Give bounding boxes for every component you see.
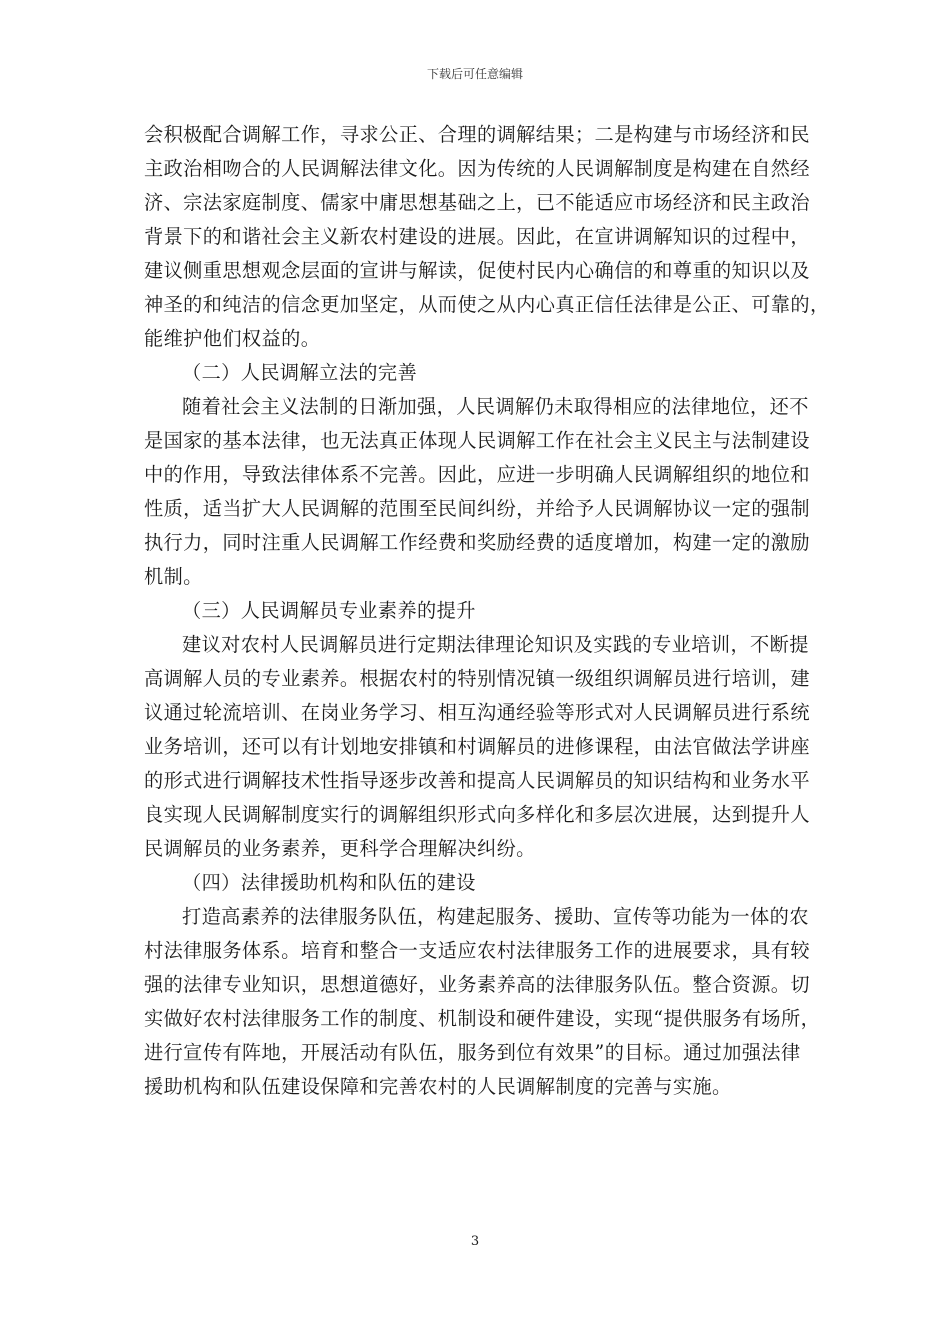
paragraph-line: 业务培训，还可以有计划地安排镇和村调解员的进修课程，由法官做法学讲座 [144,735,810,758]
paragraph-line: 神圣的和纯洁的信念更加坚定，从而使之从内心真正信任法律是公正、可靠的， [144,293,830,316]
paragraph-line: 执行力，同时注重人民调解工作经费和奖励经费的适度增加，构建一定的激励 [144,531,810,554]
page-number: 3 [470,1234,480,1249]
paragraph-line: 济、宗法家庭制度、儒家中庸思想基础之上，已不能适应市场经济和民主政治 [144,191,810,214]
paragraph-line: 机制。 [144,565,203,588]
paragraph-line: 建议侧重思想观念层面的宣讲与解读，促使村民内心确信的和尊重的知识以及 [144,259,810,282]
paragraph-line: 中的作用，导致法律体系不完善。因此，应进一步明确人民调解组织的地位和 [144,463,810,486]
document-body [144,118,830,1104]
paragraph-line: 是国家的基本法律，也无法真正体现人民调解工作在社会主义民主与法制建设 [144,429,810,452]
paragraph-line: 能维护他们权益的。 [144,327,321,350]
paragraph-line: 会积极配合调解工作，寻求公正、合理的调解结果；二是构建与市场经济和民 [144,123,810,146]
paragraph-line: 民调解员的业务素养，更科学合理解决纠纷。 [144,837,536,860]
paragraph-line: 实做好农村法律服务工作的制度、机制设和硬件建设，实现“提供服务有场所， [144,1007,821,1030]
paragraph-line: 议通过轮流培训、在岗业务学习、相互沟通经验等形式对人民调解员进行系统 [144,701,810,724]
paragraph-line: 强的法律专业知识，思想道德好，业务素养高的法律服务队伍。整合资源。切 [144,973,810,996]
paragraph-line: 性质，适当扩大人民调解的范围至民间纠纷，并给予人民调解协议一定的强制 [144,497,810,520]
paragraph-line: 建议对农村人民调解员进行定期法律理论知识及实践的专业培训，不断提 [182,633,809,656]
section-heading: （四）法律援助机构和队伍的建设 [182,871,476,894]
section-heading: （三）人民调解员专业素养的提升 [182,599,476,622]
paragraph-line: 随着社会主义法制的日渐加强，人民调解仍未取得相应的法律地位，还不 [182,395,809,418]
paragraph-line: 进行宣传有阵地，开展活动有队伍，服务到位有效果”的目标。通过加强法律 [144,1041,801,1064]
paragraph-line: 打造高素养的法律服务队伍，构建起服务、援助、宣传等功能为一体的农 [182,905,809,928]
paragraph-line: 良实现人民调解制度实行的调解组织形式向多样化和多层次进展，达到提升人 [144,803,810,826]
paragraph-line: 援助机构和队伍建设保障和完善农村的人民调解制度的完善与实施。 [144,1075,732,1098]
paragraph-line: 的形式进行调解技术性指导逐步改善和提高人民调解员的知识结构和业务水平 [144,769,810,792]
paragraph-line: 村法律服务体系。培育和整合一支适应农村法律服务工作的进展要求，具有较 [144,939,810,962]
paragraph-line: 背景下的和谐社会主义新农村建设的进展。因此，在宣讲调解知识的过程中， [144,225,810,248]
paragraph-line: 高调解人员的专业素养。根据农村的特别情况镇一级组织调解员进行培训，建 [144,667,810,690]
section-heading: （二）人民调解立法的完善 [182,361,418,384]
page-header: 下载后可任意编辑 [426,67,523,81]
paragraph-line: 主政治相吻合的人民调解法律文化。因为传统的人民调解制度是构建在自然经 [144,157,810,180]
